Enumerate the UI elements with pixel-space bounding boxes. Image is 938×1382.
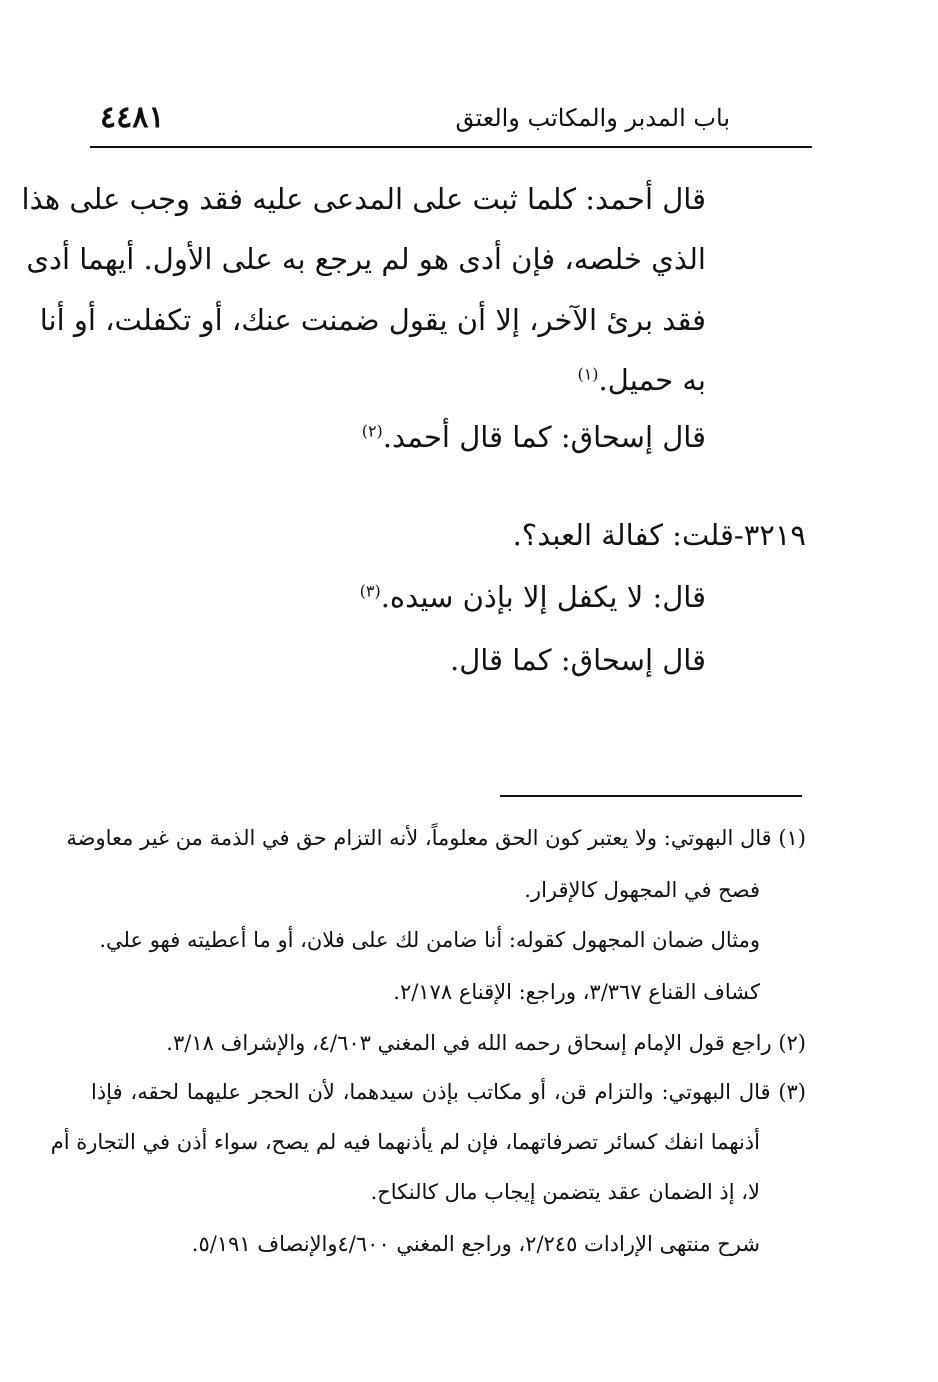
text-line: به حميل.$^{(١)}$ — [577, 363, 706, 397]
footnote-ref: (٢) — [361, 421, 383, 441]
text-line: فقد برئ الآخر، إلا أن يقول ضمنت عنك، أو تكفلت، أو أنا — [39, 303, 706, 337]
footnote-ref: (١) — [577, 364, 599, 384]
footnote-divider — [500, 795, 802, 797]
answer-statement: قال: لا يكفل إلا بإذن سيده.$^{(٣)}$ — [359, 580, 706, 614]
footnote-line: (١) قال البهوتي: ولا يعتبر كون الحق معلوماً، لأنه التزام حق في الذمة من غير معاوضة — [66, 826, 806, 850]
footnote-line: أذنهما انفك كسائر تصرفاتهما، فإن لم يأذنهما فيه لم يصح، سواء أذن في التجارة أم — [50, 1130, 760, 1154]
question-3219: ٣٢١٩-قلت: كفالة العبد؟. — [512, 518, 806, 552]
footnote-line: لا، إذ الضمان عقد يتضمن إيجاب مال كالنكاح. — [370, 1180, 760, 1204]
footnote-line: (٣) قال البهوتي: والتزام قن، أو مكاتب بإذن سيدهما، لأن الحجر عليهما لحقه، فإذا — [91, 1080, 806, 1104]
page-number: ٤٤٨١ — [100, 100, 165, 135]
ishaq-statement: قال إسحاق: كما قال أحمد.$^{(٢)}$ — [361, 420, 706, 454]
footnote-line: فصح في المجهول كالإقرار. — [524, 878, 760, 902]
text-line: الذي خلصه، فإن أدى هو لم يرجع به على الأول. أيهما أدى — [26, 242, 706, 276]
page-header — [90, 98, 810, 142]
footnote-ref: (٣) — [359, 581, 381, 601]
footnote-line: (٢) راجع قول الإمام إسحاق رحمه الله في المغني ٤/٦٠٣، والإشراف ٣/١٨. — [166, 1031, 806, 1055]
running-title: باب المدبر والمكاتب والعتق — [455, 104, 730, 132]
header-divider — [90, 146, 812, 148]
ishaq-statement-2: قال إسحاق: كما قال. — [449, 643, 706, 677]
footnote-line: شرح منتهى الإرادات ٢/٢٤٥، وراجع المغني ٤/٦٠٠والإنصاف ٥/١٩١. — [191, 1232, 760, 1256]
footnote-line: ومثال ضمان المجهول كقوله: أنا ضامن لك على فلان، أو ما أعطيته فهو علي. — [99, 928, 760, 952]
text-line: قال أحمد: كلما ثبت على المدعى عليه فقد وجب على هذا — [21, 182, 706, 216]
footnote-line: كشاف القناع ٣/٣٦٧، وراجع: الإقناع ٢/١٧٨. — [393, 980, 760, 1004]
